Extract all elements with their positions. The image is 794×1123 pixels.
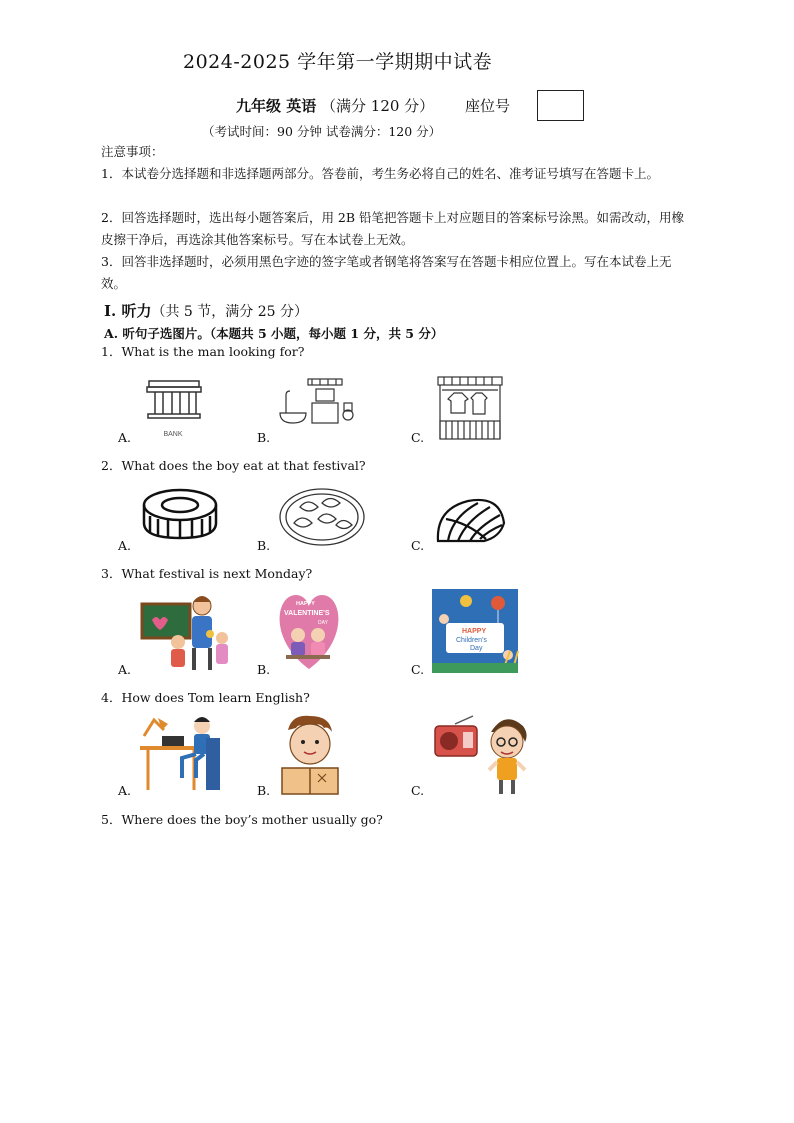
part-a-heading: A. 听句子选图片。（本题共 5 小题，每小题 1 分，共 5 分） [104,326,444,341]
bank-building-image [145,378,205,440]
section-info: （共 5 节，满分 25 分） [151,304,308,320]
exam-title: 2024-2025 学年第一学期期中试卷 [183,51,493,73]
note-item-3: 3．回答非选择题时，必须用黑色字迹的签字笔或者钢笔将答案写在答题卡相应位置上。写在本试卷上无效。 [101,254,672,291]
section-heading [104,300,308,321]
q1-option-c[interactable]: C. [411,430,425,445]
zongzi-image [434,495,506,545]
valentine-text-name: VALENTINE'S [284,610,330,617]
note-item-2: 2．回答选择题时，选出每小题答案后，用 2B 铅笔把答题卡上对应题目的答案标号涂黑。如需改动，用橡皮擦干净后，再选涂其他答案标号。写在本试卷上无效。 [101,210,685,247]
question-4: 4．How does Tom learn English? [101,690,310,705]
childrens-text-name: Children's [456,637,487,644]
q2-option-a[interactable]: A. [118,538,132,553]
q4-option-c[interactable]: C. [411,783,425,798]
reading-book-image [278,712,342,796]
question-1: 1．What is the man looking for? [101,344,305,359]
seat-label: 座位号 [465,97,511,115]
subject-line [236,95,434,116]
question-5: 5．Where does the boy’s mother usually go? [101,812,383,827]
bank-label: BANK [163,431,183,438]
subject-grade: 九年级 英语 [236,97,317,115]
q1-option-a[interactable]: A. [118,430,132,445]
valentine-text-happy: HAPPY [296,601,315,607]
seat-number-box[interactable] [537,90,584,121]
dumplings-plate-image [278,485,368,547]
childrens-day-image [432,589,518,673]
full-score: （满分 120 分） [321,97,435,115]
valentines-day-image [276,589,342,673]
exam-info: （考试时间：90 分钟 试卷满分：120 分） [202,124,442,139]
bathroom-scene-image [278,377,358,427]
notes-heading: 注意事项： [101,144,164,159]
childrens-text-happy: HAPPY [462,628,487,635]
section-title: Ⅰ. 听力 [104,302,152,320]
q3-option-a[interactable]: A. [118,662,132,677]
radio-listening-image [433,712,537,796]
note-item-1: 1．本试卷分选择题和非选择题两部分。答卷前，考生务必将自己的姓名、准考证号填写在答题卡上。 [101,166,659,181]
question-3: 3．What festival is next Monday? [101,566,313,581]
q4-option-a[interactable]: A. [118,783,132,798]
teachers-day-image [138,592,230,674]
mooncake-image [140,485,220,547]
q2-option-c[interactable]: C. [411,538,425,553]
computer-study-image [138,714,222,794]
q2-option-b[interactable]: B. [257,538,271,553]
q3-option-c[interactable]: C. [411,662,425,677]
q1-option-b[interactable]: B. [257,430,271,445]
clothing-store-image [436,375,504,441]
childrens-text-day: Day [470,645,483,652]
valentine-text-day: DAY [318,620,328,626]
question-2: 2．What does the boy eat at that festival? [101,458,366,473]
q4-option-b[interactable]: B. [257,783,271,798]
q3-option-b[interactable]: B. [257,662,271,677]
